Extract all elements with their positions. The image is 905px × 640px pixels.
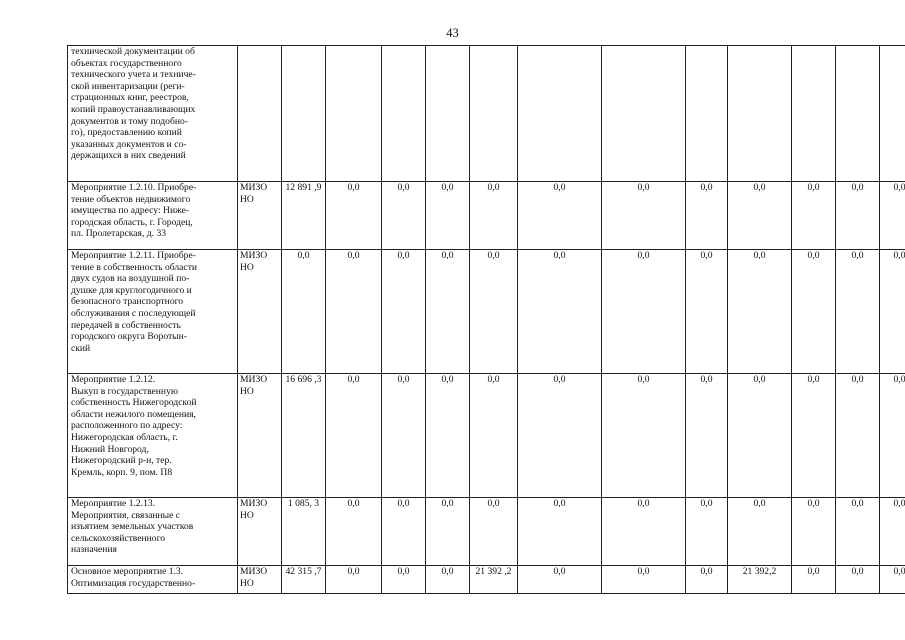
value-cell [728, 46, 792, 182]
value-cell [426, 46, 470, 182]
value-cell: 0,0 [326, 498, 382, 566]
value-cell: 0,0 [602, 250, 686, 374]
value-cell [518, 46, 602, 182]
measure-name-line: ский [71, 342, 91, 354]
value-cell: 0,0 [836, 498, 880, 566]
measure-name-line: Мероприятие 1.2.10. Приобре- [71, 182, 197, 193]
value-cell [382, 46, 426, 182]
measure-name-line: собственность Нижегородской [71, 397, 197, 409]
value-cell [326, 46, 382, 182]
measure-name-line: городская область, г. Городец, [71, 216, 193, 228]
value-cell: 0,0 [728, 182, 792, 250]
page-number: 43 [446, 26, 459, 40]
value-cell: 0,0 [836, 182, 880, 250]
value-cell: 0,0 [686, 498, 728, 566]
table-row [68, 566, 905, 594]
measure-name-cell [68, 250, 238, 374]
value-cell [686, 46, 728, 182]
measure-name-line: назначения [71, 544, 117, 556]
measure-name-line: Основное мероприятие 1.3. [71, 566, 184, 577]
value-cell: 0,0 [602, 182, 686, 250]
value-cell: 0,0 [836, 250, 880, 374]
measure-name-line: Нижний Новгород, [71, 443, 149, 455]
value-cell: 0,0 [470, 182, 518, 250]
executor-cell: МИЗО НО [238, 374, 282, 498]
value-cell: 0,0 [792, 374, 836, 498]
value-cell: 0,0 [602, 374, 686, 498]
measure-name-line: Оптимизация государственно- [71, 577, 196, 589]
value-cell: 0,0 [602, 498, 686, 566]
measure-name-line: технического учета и техниче- [71, 69, 196, 81]
measure-name-line: двух судов на воздушной по- [71, 273, 190, 285]
measure-name-line: Мероприятия, связанные с [71, 509, 181, 521]
value-cell: 0,0 [326, 566, 382, 594]
value-cell: 21 392 ,2 [470, 566, 518, 594]
value-cell: 0,0 [836, 374, 880, 498]
measure-name-cell [68, 46, 238, 182]
value-cell: 12 891 ,9 [282, 182, 326, 250]
value-cell [880, 46, 905, 182]
executor-cell: МИЗО НО [238, 566, 282, 594]
value-cell: 0,0 [880, 498, 905, 566]
value-cell: 0,0 [518, 566, 602, 594]
value-cell: 0,0 [792, 250, 836, 374]
measure-name-line: области нежилого помещения, [71, 408, 196, 420]
value-cell [470, 46, 518, 182]
value-cell [282, 46, 326, 182]
value-cell: 0,0 [728, 498, 792, 566]
value-cell: 42 315 ,7 [282, 566, 326, 594]
value-cell: 0,0 [382, 566, 426, 594]
measure-name-cell [68, 498, 238, 566]
measure-name-line: го), предоставлению копий [71, 127, 182, 139]
value-cell: 16 696 ,3 [282, 374, 326, 498]
measure-name-cell [68, 566, 238, 594]
value-cell: 0,0 [836, 566, 880, 594]
executor-cell [238, 46, 282, 182]
measure-name-line: Нижегородский р-н, тер. [71, 455, 172, 467]
value-cell [602, 46, 686, 182]
measure-name-line: имущества по адресу: Ниже- [71, 205, 190, 217]
value-cell: 0,0 [792, 498, 836, 566]
value-cell: 21 392,2 [728, 566, 792, 594]
table-row [68, 46, 905, 182]
value-cell: 0,0 [880, 374, 905, 498]
measure-name-line: объектах государственного [71, 57, 182, 69]
measure-name-line: Мероприятие 1.2.11. Приобре- [71, 250, 196, 261]
value-cell: 0,0 [426, 374, 470, 498]
value-cell: 0,0 [518, 498, 602, 566]
measure-name-line: копий правоустанавливающих [71, 103, 196, 115]
measure-name-line: Нижегородская область, г. [71, 431, 178, 443]
value-cell: 0,0 [686, 374, 728, 498]
value-cell: 0,0 [426, 182, 470, 250]
value-cell: 0,0 [426, 566, 470, 594]
executor-cell: МИЗО НО [238, 250, 282, 374]
value-cell: 0,0 [686, 182, 728, 250]
value-cell: 0,0 [326, 374, 382, 498]
value-cell: 0,0 [686, 250, 728, 374]
measure-name-cell [68, 182, 238, 250]
measure-name-line: страционных книг, реестров, [71, 92, 189, 104]
table-row [68, 374, 905, 498]
measure-name-line: изъятием земельных участков [71, 521, 194, 533]
value-cell: 0,0 [518, 250, 602, 374]
value-cell: 0,0 [518, 374, 602, 498]
measure-name-line: сельскохозяйственного [71, 532, 166, 544]
measure-name-line: обслуживания с последующей [71, 307, 196, 319]
value-cell: 0,0 [792, 182, 836, 250]
measure-name-cell [68, 374, 238, 498]
value-cell: 0,0 [686, 566, 728, 594]
value-cell: 0,0 [470, 498, 518, 566]
executor-cell: МИЗО НО [238, 182, 282, 250]
measure-name-line: тение в собственность области [71, 261, 198, 273]
measure-name-line: безопасного транспортного [71, 296, 184, 308]
measure-name-line: указанных документов и со- [71, 138, 187, 150]
value-cell: 0,0 [326, 182, 382, 250]
value-cell: 0,0 [518, 182, 602, 250]
measure-name-line: Мероприятие 1.2.12. [71, 374, 156, 385]
value-cell: 0,0 [382, 182, 426, 250]
table-row [68, 182, 905, 250]
measure-name-line: расположенного по адресу: [71, 420, 183, 432]
value-cell [836, 46, 880, 182]
measure-name-line: тение объектов недвижимого [71, 193, 191, 205]
value-cell: 0,0 [792, 566, 836, 594]
value-cell: 0,0 [728, 374, 792, 498]
measure-name-line: городского округа Воротын- [71, 331, 187, 343]
measure-name-line: ской инвентаризации (реги- [71, 80, 185, 92]
value-cell [792, 46, 836, 182]
value-cell: 0,0 [382, 250, 426, 374]
table-row [68, 250, 905, 374]
table-body [68, 46, 905, 594]
table-row [68, 498, 905, 566]
value-cell: 0,0 [880, 182, 905, 250]
measure-name-line: Выкуп в государственную [71, 385, 179, 397]
value-cell: 0,0 [426, 498, 470, 566]
value-cell: 0,0 [728, 250, 792, 374]
measure-name-line: душке для круглогодичного и [71, 284, 192, 296]
measure-name-line: Кремль, корп. 9, пом. П8 [71, 466, 173, 478]
executor-cell: МИЗО НО [238, 498, 282, 566]
value-cell: 0,0 [382, 498, 426, 566]
measure-name-line: передачей в собственность [71, 319, 181, 331]
measure-name-line: держащихся в них сведений [71, 150, 186, 162]
measure-name-line: пл. Пролетарская, д. 33 [71, 228, 167, 240]
value-cell: 0,0 [382, 374, 426, 498]
measure-name-line: технической документации об [71, 46, 195, 57]
value-cell: 0,0 [426, 250, 470, 374]
value-cell: 0,0 [326, 250, 382, 374]
value-cell: 1 085, 3 [282, 498, 326, 566]
budget-table [67, 45, 905, 594]
value-cell: 0,0 [880, 250, 905, 374]
value-cell: 0,0 [880, 566, 905, 594]
value-cell: 0,0 [470, 374, 518, 498]
measure-name-line: Мероприятие 1.2.13. [71, 498, 156, 509]
measure-name-line: документов и тому подобно- [71, 115, 188, 127]
value-cell: 0,0 [602, 566, 686, 594]
value-cell: 0,0 [282, 250, 326, 374]
value-cell: 0,0 [470, 250, 518, 374]
